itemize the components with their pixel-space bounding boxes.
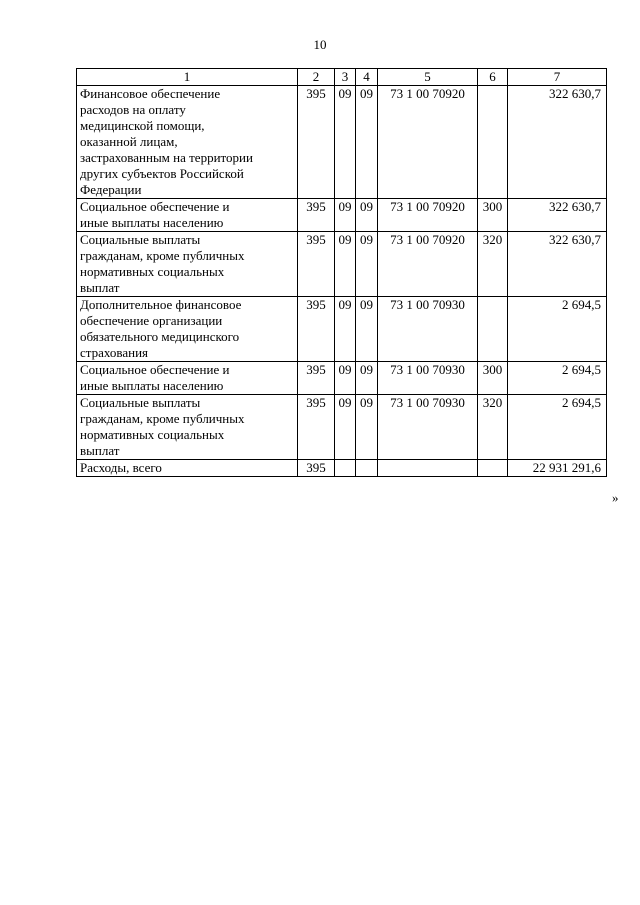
column-header: 1 <box>77 69 298 86</box>
subsection-cell: 09 <box>356 199 378 232</box>
table-row <box>77 362 607 395</box>
target-article-cell: 73 1 00 70920 <box>378 86 478 199</box>
subsection-cell: 09 <box>356 362 378 395</box>
item-name-line: Расходы, всего <box>80 460 162 475</box>
expense-type-cell: 300 <box>478 362 508 395</box>
expense-type-cell: 300 <box>478 199 508 232</box>
closing-quote: » <box>612 490 619 505</box>
section-cell: 09 <box>335 232 356 297</box>
amount-cell: 322 630,7 <box>508 86 607 199</box>
item-name-line: застрахованным на территории <box>80 150 253 165</box>
item-name-line: Финансовое обеспечение <box>80 86 221 101</box>
item-name-line: других субъектов Российской <box>80 166 244 181</box>
target-article-cell <box>378 460 478 477</box>
section-cell: 09 <box>335 362 356 395</box>
item-name-line: Социальное обеспечение и <box>80 362 230 377</box>
item-name-line: Социальные выплаты <box>80 232 201 247</box>
budget-code-cell: 395 <box>298 395 335 460</box>
item-name-line: выплат <box>80 280 120 295</box>
table-row <box>77 86 607 199</box>
item-name-cell <box>77 232 298 297</box>
item-name-cell <box>77 199 298 232</box>
expense-type-cell: 320 <box>478 232 508 297</box>
amount-cell: 2 694,5 <box>508 395 607 460</box>
subsection-cell: 09 <box>356 395 378 460</box>
column-header: 3 <box>335 69 356 86</box>
expense-type-cell <box>478 86 508 199</box>
item-name-cell <box>77 362 298 395</box>
section-cell: 09 <box>335 297 356 362</box>
amount-cell: 22 931 291,6 <box>508 460 607 477</box>
item-name-cell <box>77 297 298 362</box>
amount-cell: 2 694,5 <box>508 297 607 362</box>
target-article-cell: 73 1 00 70930 <box>378 297 478 362</box>
item-name-line: обеспечение организации <box>80 313 223 328</box>
budget-code-cell: 395 <box>298 362 335 395</box>
item-name-line: обязательного медицинского <box>80 329 240 344</box>
column-header: 6 <box>478 69 508 86</box>
item-name-cell <box>77 86 298 199</box>
section-cell: 09 <box>335 395 356 460</box>
item-name-cell <box>77 395 298 460</box>
column-header: 5 <box>378 69 478 86</box>
item-name-cell <box>77 460 298 477</box>
item-name-line: медицинской помощи, <box>80 118 205 133</box>
section-cell <box>335 460 356 477</box>
section-cell: 09 <box>335 199 356 232</box>
item-name-line: выплат <box>80 443 120 458</box>
amount-cell: 322 630,7 <box>508 199 607 232</box>
target-article-cell: 73 1 00 70930 <box>378 395 478 460</box>
item-name-line: Федерации <box>80 182 142 197</box>
table-header-row <box>77 69 607 86</box>
item-name-line: гражданам, кроме публичных <box>80 248 245 263</box>
table-row <box>77 199 607 232</box>
budget-code-cell: 395 <box>298 232 335 297</box>
column-header: 4 <box>356 69 378 86</box>
subsection-cell: 09 <box>356 232 378 297</box>
item-name-line: иные выплаты населению <box>80 215 224 230</box>
subsection-cell <box>356 460 378 477</box>
section-cell: 09 <box>335 86 356 199</box>
expense-type-cell: 320 <box>478 395 508 460</box>
item-name-line: расходов на оплату <box>80 102 186 117</box>
amount-cell: 322 630,7 <box>508 232 607 297</box>
subsection-cell: 09 <box>356 86 378 199</box>
expense-type-cell <box>478 460 508 477</box>
target-article-cell: 73 1 00 70930 <box>378 362 478 395</box>
subsection-cell: 09 <box>356 297 378 362</box>
item-name-line: иные выплаты населению <box>80 378 224 393</box>
item-name-line: Дополнительное финансовое <box>80 297 242 312</box>
table-row <box>77 297 607 362</box>
expense-type-cell <box>478 297 508 362</box>
budget-table <box>76 68 607 477</box>
item-name-line: страхования <box>80 345 149 360</box>
table-row <box>77 395 607 460</box>
budget-code-cell: 395 <box>298 460 335 477</box>
amount-cell: 2 694,5 <box>508 362 607 395</box>
target-article-cell: 73 1 00 70920 <box>378 232 478 297</box>
column-header: 7 <box>508 69 607 86</box>
item-name-line: оказанной лицам, <box>80 134 178 149</box>
budget-code-cell: 395 <box>298 86 335 199</box>
target-article-cell: 73 1 00 70920 <box>378 199 478 232</box>
table-row <box>77 232 607 297</box>
item-name-line: Социальные выплаты <box>80 395 201 410</box>
item-name-line: гражданам, кроме публичных <box>80 411 245 426</box>
budget-code-cell: 395 <box>298 199 335 232</box>
item-name-line: нормативных социальных <box>80 427 225 442</box>
item-name-line: Социальное обеспечение и <box>80 199 230 214</box>
item-name-line: нормативных социальных <box>80 264 225 279</box>
column-header: 2 <box>298 69 335 86</box>
page-number: 10 <box>313 37 327 52</box>
table-row <box>77 460 607 477</box>
budget-code-cell: 395 <box>298 297 335 362</box>
